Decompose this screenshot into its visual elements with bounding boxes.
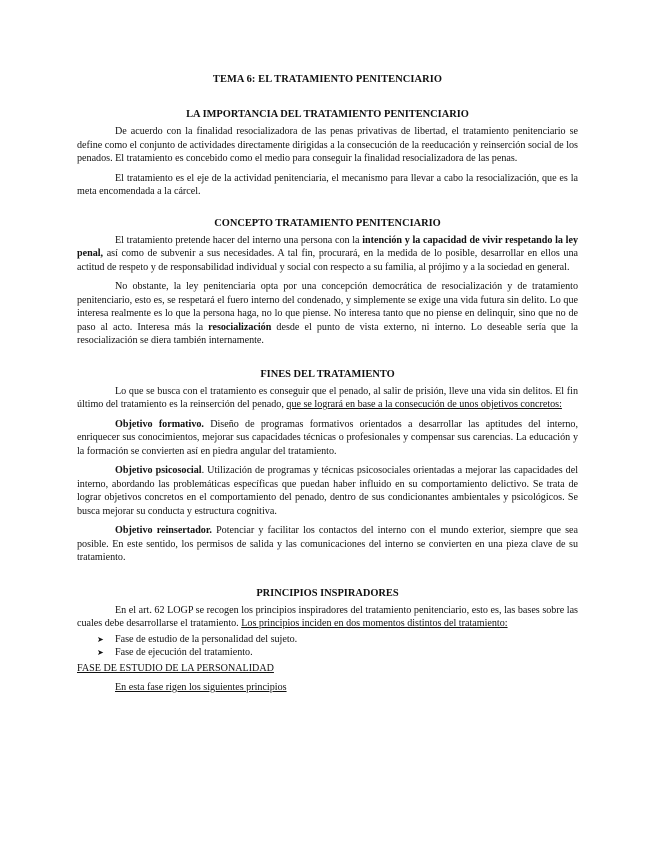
bold-term: resocialización [208, 321, 272, 333]
list-item: ➤ Fase de ejecución del tratamiento. [97, 647, 253, 658]
bold-phrase: intención y la capacidad de vivir respetando la ley penal, [77, 234, 578, 259]
paragraph: El tratamiento es el eje de la actividad penitenciaria, el mecanismo para llevar a cabo la resocialización, que es la meta encomendada a la cárcel. [77, 172, 578, 197]
objective-psicosocial: Objetivo psicosocial. Utilización de programas y técnicas psicosociales orientadas a mejorar las capacidades del interno, abordando las problemáticas específicas que puedan haber influido en su comportamiento delictivo. Se trata de lograr objetivos concretos en el comportamiento del penado, dentro de sus condicionantes ambientales y psicológicos. Se busca mejorar su conducta y estructura cognitiva. [77, 465, 578, 517]
arrow-bullet-icon: ➤ [97, 634, 104, 644]
paragraph: En el art. 62 LOGP se recogen los principios inspiradores del tratamiento penitenciario, esto es, las bases sobre las cuales debe desarrollarse el tratamiento. Los principios inciden en dos momentos distintos del tratamiento: [77, 604, 578, 629]
subsection-heading: FASE DE ESTUDIO DE LA PERSONALIDAD [77, 662, 274, 674]
paragraph: El tratamiento pretende hacer del interno una persona con la intención y la capacidad de vivir respetando la ley penal, así como de subvenir a sus necesidades. A tal fin, procurará, en la medida de lo posible, desarrollar en ellos una actitud de respeto y de responsabilidad individual y social con respecto a su familia, al prójimo y a la sociedad en general. [77, 234, 578, 273]
arrow-bullet-icon: ➤ [97, 648, 104, 657]
paragraph: Lo que se busca con el tratamiento es conseguir que el penado, al salir de prisión, lleve una vida sin delitos. El fin último del tratamiento es la reinserción del penado, que se logrará en base a la consecución de unos objetivos concretos: [77, 385, 578, 410]
document-title: TEMA 6: EL TRATAMIENTO PENITENCIARIO [212, 74, 443, 85]
underlined-phrase: Los principios inciden en dos momentos distintos del tratamiento: [241, 618, 508, 629]
underlined-phrase: que se logrará en base a la consecución de unos objetivos concretos: [286, 399, 562, 410]
section-heading-fines: FINES DEL TRATAMIENTO [260, 368, 395, 380]
bullet-list [77, 633, 578, 660]
section-heading-principios: PRINCIPIOS INSPIRADORES [256, 587, 399, 599]
objective-formativo: Objetivo formativo. Diseño de programas formativos orientados a desarrollar las aptitudes del interno, enriquecer sus conocimientos, mejorar sus capacidades técnicas o profesionales y compensar sus carencias. La educación y la formación se convierten así en piedra angular del tratamiento. [77, 418, 578, 457]
section-heading-concepto: CONCEPTO TRATAMIENTO PENITENCIARIO [214, 217, 441, 229]
list-item: ➤ Fase de estudio de la personalidad del sujeto. [97, 633, 298, 645]
paragraph: De acuerdo con la finalidad resocializadora de las penas privativas de libertad, el tratamiento penitenciario se define como el conjunto de actividades directamente dirigidas a la consecución de la reeducación y reinserción social de los penados. El tratamiento es concebido como el medio para conseguir la finalidad resocializadora de las penas. [77, 126, 578, 164]
objective-reinsertador: Objetivo reinsertador. Potenciar y facilitar los contactos del interno con el mundo exterior, siempre que sea posible. En este sentido, los permisos de salida y las comunicaciones del interno se convierten en una pieza clave de su tratamiento. [77, 525, 578, 563]
section-heading-importancia: LA IMPORTANCIA DEL TRATAMIENTO PENITENCIARIO [186, 109, 469, 120]
paragraph: No obstante, la ley penitenciaria opta por una concepción democrática de resocialización y de tratamiento penitenciario, esto es, se respetará el fuero interno del condenado, y simplemente se exige una vida futura sin delito. Lo que interesa realmente es lo que la persona haga, no lo que piense. No interesa tanto que no piense en delinquir, sino que no de paso al acto. Interesa más la resocialización desde el punto de vista externo, ni interno. Lo deseable sería que la resocialización se diera también internamente. [77, 281, 579, 346]
subsection-intro: En esta fase rigen los siguientes principios [115, 682, 287, 693]
